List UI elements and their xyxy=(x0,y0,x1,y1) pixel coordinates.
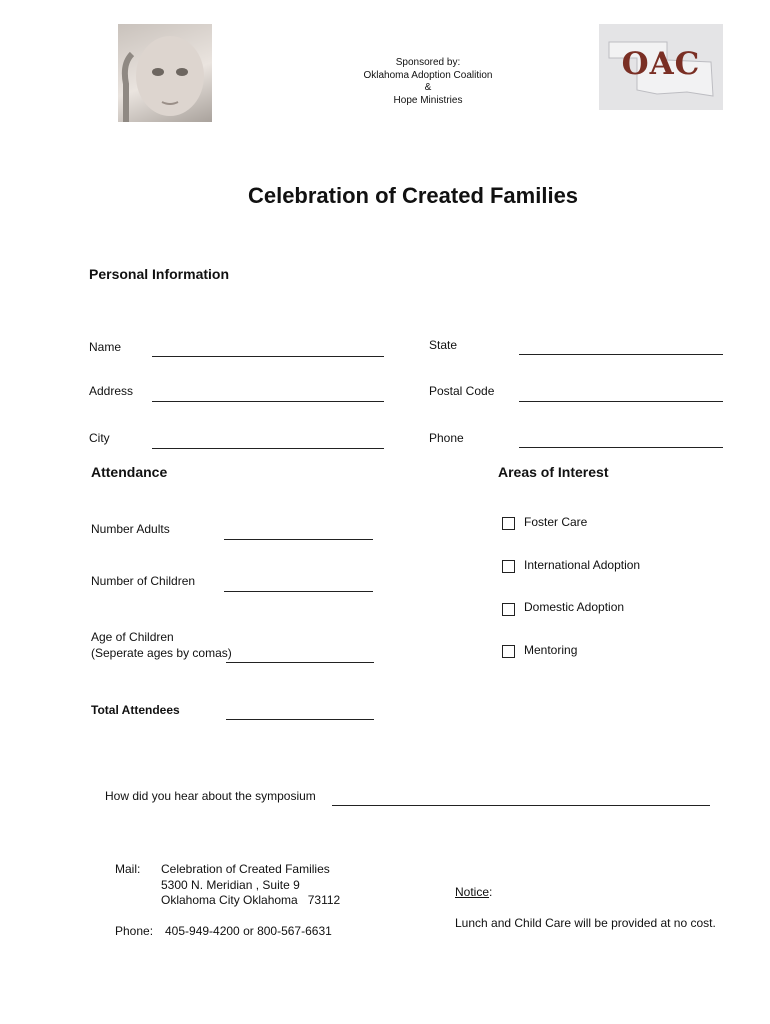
baby-face-icon xyxy=(118,24,212,122)
section-heading-attendance: Attendance xyxy=(91,464,168,480)
foster-care-checkbox[interactable] xyxy=(502,517,515,530)
total-attendees-field[interactable] xyxy=(226,719,374,720)
foster-care-label: Foster Care xyxy=(524,515,588,529)
oac-logo xyxy=(599,24,723,110)
state-label: State xyxy=(429,338,458,352)
total-attendees-label: Total Attendees xyxy=(91,703,180,717)
hear-about-field[interactable] xyxy=(332,805,710,806)
baby-photo xyxy=(118,24,212,122)
domestic-adoption-checkbox[interactable] xyxy=(502,603,515,616)
mentoring-label: Mentoring xyxy=(524,643,578,657)
name-label: Name xyxy=(89,340,122,354)
ages-label-line2: (Seperate ages by comas) xyxy=(91,646,232,660)
section-heading-personal: Personal Information xyxy=(89,266,230,282)
sponsor-block xyxy=(340,57,516,107)
mail-line: Celebration of Created Families xyxy=(161,862,330,876)
sponsor-line: Hope Ministries xyxy=(393,94,463,106)
ages-label-line1: Age of Children xyxy=(91,630,174,644)
section-heading-interests: Areas of Interest xyxy=(498,464,609,480)
mail-address xyxy=(161,862,340,909)
mentoring-checkbox[interactable] xyxy=(502,645,515,658)
hear-about-label: How did you hear about the symposium xyxy=(105,789,316,803)
phone-label: Phone xyxy=(429,431,464,445)
mail-line: Oklahoma City Oklahoma 73112 xyxy=(161,893,341,907)
mail-label: Mail: xyxy=(115,862,141,876)
state-field[interactable] xyxy=(519,354,723,355)
city-field[interactable] xyxy=(152,448,384,449)
notice-label: Notice xyxy=(455,885,490,899)
domestic-adoption-label: Domestic Adoption xyxy=(524,600,625,614)
phone-field[interactable] xyxy=(519,447,723,448)
name-field[interactable] xyxy=(152,356,384,357)
logo-text: OAC xyxy=(621,46,701,82)
page-title: Celebration of Created Families xyxy=(247,183,579,208)
adults-field[interactable] xyxy=(224,539,373,540)
sponsor-line: Oklahoma Adoption Coalition xyxy=(363,69,493,81)
postal-code-label: Postal Code xyxy=(429,384,495,398)
notice-heading xyxy=(455,885,492,899)
children-field[interactable] xyxy=(224,591,373,592)
children-label: Number of Children xyxy=(91,574,196,588)
mail-line: 5300 N. Meridian , Suite 9 xyxy=(161,877,300,892)
international-adoption-label: International Adoption xyxy=(524,558,641,572)
sponsor-line: & xyxy=(424,82,432,93)
sponsor-line: Sponsored by: xyxy=(395,57,461,68)
notice-colon: : xyxy=(489,885,493,899)
address-field[interactable] xyxy=(152,401,384,402)
contact-phone-value: 405-949-4200 or 800-567-6631 xyxy=(165,924,332,938)
international-adoption-checkbox[interactable] xyxy=(502,560,515,573)
notice-text: Lunch and Child Care will be provided at no cost. xyxy=(455,916,716,930)
city-label: City xyxy=(89,431,110,445)
postal-code-field[interactable] xyxy=(519,401,723,402)
address-label: Address xyxy=(89,384,134,398)
adults-label: Number Adults xyxy=(91,522,170,536)
ages-field[interactable] xyxy=(226,662,374,663)
contact-phone-label: Phone: xyxy=(115,924,154,938)
